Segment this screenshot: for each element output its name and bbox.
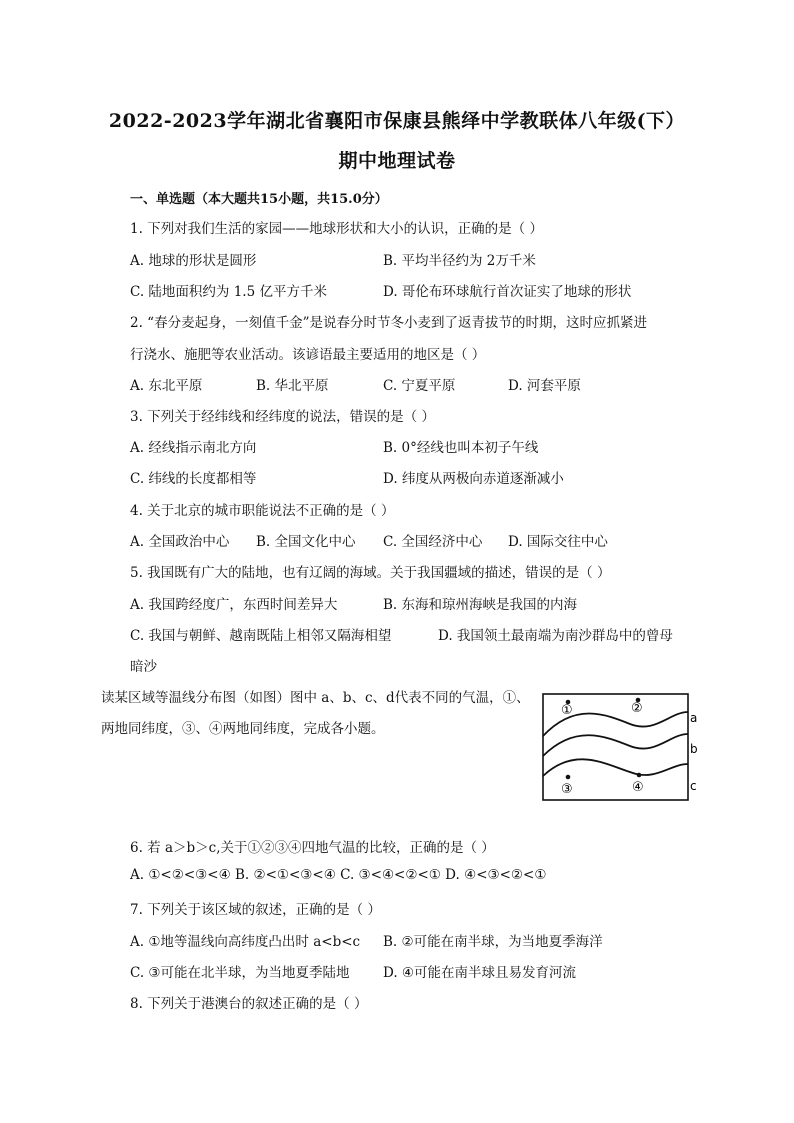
question-3-stem: 3. 下列关于经纬线和经纬度的说法，错误的是（ ） <box>130 409 435 425</box>
question-1-option-a: A. 地球的形状是圆形 <box>130 253 257 269</box>
question-3-option-c: C. 纬线的长度都相等 <box>130 471 257 487</box>
point-3-dot <box>566 775 571 780</box>
point-2-label: ② <box>631 701 643 716</box>
question-5-option-a: A. 我国跨经度广，东西时间差异大 <box>130 597 338 613</box>
question-2-option-d: D. 河套平原 <box>508 378 581 394</box>
question-4-option-d: D. 国际交往中心 <box>508 534 608 550</box>
isotherm-line-b <box>543 734 688 756</box>
question-7-option-b: B. ②可能在南半球，为当地夏季海洋 <box>383 934 603 950</box>
question-7-stem: 7. 下列关于该区域的叙述，正确的是（ ） <box>130 902 381 918</box>
question-7-option-d: D. ④可能在南半球且易发育河流 <box>383 965 577 981</box>
question-2-option-b: B. 华北平原 <box>256 378 329 394</box>
question-5-option-b: B. 东海和琼州海峡是我国的内海 <box>383 597 578 613</box>
question-4-option-c: C. 全国经济中心 <box>383 534 483 550</box>
isotherm-label-c: c <box>690 779 697 793</box>
point-4-label: ④ <box>632 780 644 795</box>
question-2-option-c: C. 宁夏平原 <box>383 378 456 394</box>
section-heading: 一、单选题（本大题共15小题，共15.0分） <box>130 192 388 207</box>
question-4-option-a: A. 全国政治中心 <box>130 534 230 550</box>
question-2-stem-line2: 行浇水、施肥等农业活动。该谚语最主要适用的地区是（ ） <box>130 347 486 363</box>
question-4-stem: 4. 关于北京的城市职能说法不正确的是（ ） <box>130 503 395 519</box>
point-4-dot <box>637 773 642 778</box>
passage-line2: 两地同纬度，③、④两地同纬度，完成各小题。 <box>101 721 385 737</box>
question-7-option-a: A. ①地等温线向高纬度凸出时 a<b<c <box>130 934 361 950</box>
point-1-label: ① <box>561 703 573 718</box>
question-2-stem-line1: 2. “春分麦起身，一刻值千金”是说春分时节冬小麦到了返青拔节的时期，这时应抓紧进 <box>130 315 647 331</box>
isotherm-line-c <box>543 759 688 776</box>
point-3-label: ③ <box>561 782 573 797</box>
question-5-option-c: C. 我国与朝鲜、越南既陆上相邻又隔海相望 <box>130 628 392 644</box>
passage-line1: 读某区域等温线分布图（如图）图中 a、b、c、d代表不同的气温，①、 <box>101 690 530 706</box>
exam-title-line2: 期中地理试卷 <box>338 150 456 172</box>
exam-title-line1: 2022-2023学年湖北省襄阳市保康县熊绎中学教联体八年级(下） <box>108 110 686 132</box>
question-1-option-b: B. 平均半径约为 2万千米 <box>383 253 536 269</box>
question-7-option-c: C. ③可能在北半球，为当地夏季陆地 <box>130 965 350 981</box>
isotherm-label-a: a <box>690 711 698 725</box>
question-5-option-d: D. 我国领土最南端为南沙群岛中的曾母 <box>438 628 673 644</box>
question-8-stem: 8. 下列关于港澳台的叙述正确的是（ ） <box>130 996 368 1012</box>
isotherm-label-b: b <box>690 742 698 756</box>
question-6-stem: 6. 若 a＞b＞c,关于①②③④四地气温的比较，正确的是（ ） <box>130 840 495 856</box>
question-5-option-d-cont: 暗沙 <box>130 659 157 675</box>
question-6-options: A. ①<②<③<④ B. ②<①<③<④ C. ③<④<②<① D. ④<③<②<① <box>130 867 547 883</box>
question-3-option-d: D. 纬度从两极向赤道逐渐减小 <box>383 471 564 487</box>
question-1-option-c: C. 陆地面积约为 1.5 亿平方千米 <box>130 284 327 300</box>
question-3-option-b: B. 0°经线也叫本初子午线 <box>383 440 539 456</box>
question-5-stem: 5. 我国既有广大的陆地，也有辽阔的海域。关于我国疆域的描述，错误的是（ ） <box>130 565 611 581</box>
question-2-option-a: A. 东北平原 <box>130 378 203 394</box>
question-3-option-a: A. 经线指示南北方向 <box>130 440 257 456</box>
question-1-stem: 1. 下列对我们生活的家园——地球形状和大小的认识，正确的是（ ） <box>130 221 543 237</box>
question-1-option-d: D. 哥伦布环球航行首次证实了地球的形状 <box>383 284 632 300</box>
question-4-option-b: B. 全国文化中心 <box>256 534 356 550</box>
isotherm-map-figure <box>535 684 700 806</box>
